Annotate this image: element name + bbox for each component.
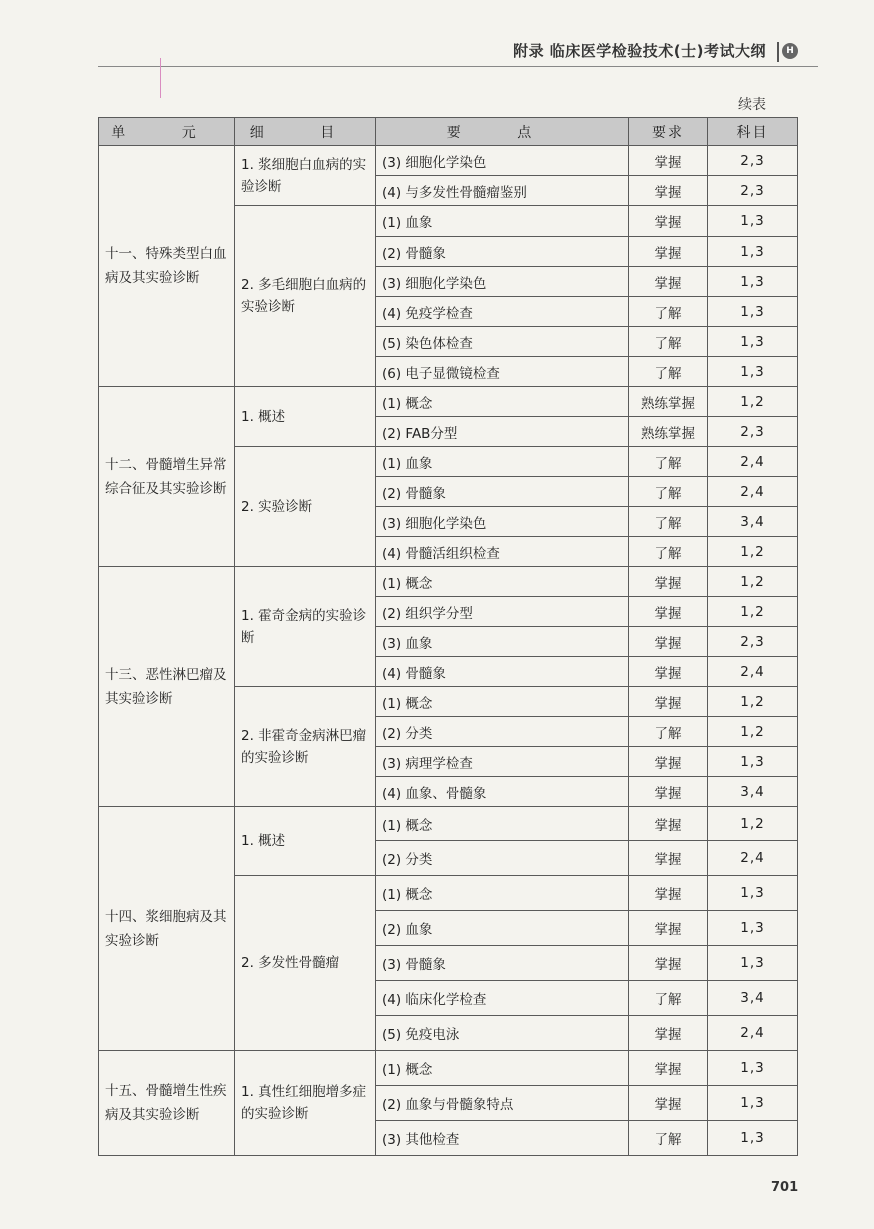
requirement-cell: 掌握 xyxy=(629,206,708,237)
point-cell: (3) 细胞化学染色 xyxy=(376,507,629,537)
subject-cell: 1,2 xyxy=(708,687,798,717)
subject-cell: 1,3 xyxy=(708,1086,798,1121)
point-cell: (1) 概念 xyxy=(376,807,629,841)
subject-cell: 1,2 xyxy=(708,717,798,747)
subject-cell: 1,3 xyxy=(708,327,798,357)
requirement-cell: 掌握 xyxy=(629,876,708,911)
subject-cell: 3,4 xyxy=(708,507,798,537)
requirement-cell: 了解 xyxy=(629,297,708,327)
requirement-cell: 掌握 xyxy=(629,841,708,876)
point-cell: (2) 血象 xyxy=(376,911,629,946)
requirement-cell: 掌握 xyxy=(629,807,708,841)
point-cell: (1) 概念 xyxy=(376,567,629,597)
requirement-cell: 掌握 xyxy=(629,1051,708,1086)
point-cell: (3) 血象 xyxy=(376,627,629,657)
point-cell: (3) 细胞化学染色 xyxy=(376,267,629,297)
point-cell: (2) 分类 xyxy=(376,717,629,747)
point-cell: (1) 血象 xyxy=(376,206,629,237)
syllabus-table xyxy=(98,117,798,1156)
header-separator xyxy=(777,42,779,62)
subject-cell: 1,3 xyxy=(708,1051,798,1086)
subitem-cell: 1. 浆细胞白血病的实验诊断 xyxy=(235,146,376,206)
continued-label: 续表 xyxy=(738,97,766,113)
subject-cell: 1,3 xyxy=(708,946,798,981)
point-cell: (4) 与多发性骨髓瘤鉴别 xyxy=(376,176,629,206)
point-cell: (6) 电子显微镜检查 xyxy=(376,357,629,387)
point-cell: (4) 骨髓活组织检查 xyxy=(376,537,629,567)
running-header: 附录 临床医学检验技术(士)考试大纲 xyxy=(513,42,766,60)
subitem-cell: 2. 非霍奇金病淋巴瘤的实验诊断 xyxy=(235,687,376,807)
requirement-cell: 掌握 xyxy=(629,687,708,717)
subitem-cell: 1. 霍奇金病的实验诊断 xyxy=(235,567,376,687)
point-cell: (3) 病理学检查 xyxy=(376,747,629,777)
requirement-cell: 掌握 xyxy=(629,747,708,777)
requirement-cell: 了解 xyxy=(629,477,708,507)
subject-cell: 2,4 xyxy=(708,657,798,687)
subject-cell: 3,4 xyxy=(708,981,798,1016)
unit-cell: 十五、骨髓增生性疾病及其实验诊断 xyxy=(99,1051,235,1156)
point-cell: (3) 其他检查 xyxy=(376,1121,629,1156)
requirement-cell: 了解 xyxy=(629,357,708,387)
column-header-point: 要 点 xyxy=(376,118,629,146)
point-cell: (4) 临床化学检查 xyxy=(376,981,629,1016)
requirement-cell: 掌握 xyxy=(629,267,708,297)
chapter-badge-icon: H xyxy=(782,43,798,59)
requirement-cell: 掌握 xyxy=(629,777,708,807)
point-cell: (2) 骨髓象 xyxy=(376,477,629,507)
pen-mark xyxy=(160,58,161,98)
point-cell: (1) 血象 xyxy=(376,447,629,477)
subitem-cell: 1. 概述 xyxy=(235,807,376,876)
subject-cell: 1,3 xyxy=(708,357,798,387)
requirement-cell: 了解 xyxy=(629,1121,708,1156)
subject-cell: 1,2 xyxy=(708,807,798,841)
subitem-cell: 2. 实验诊断 xyxy=(235,447,376,567)
column-header-subject: 科目 xyxy=(708,118,798,146)
point-cell: (1) 概念 xyxy=(376,687,629,717)
requirement-cell: 了解 xyxy=(629,537,708,567)
point-cell: (4) 血象、骨髓象 xyxy=(376,777,629,807)
subject-cell: 1,3 xyxy=(708,876,798,911)
subject-cell: 2,4 xyxy=(708,447,798,477)
point-cell: (2) FAB分型 xyxy=(376,417,629,447)
column-header-unit: 单 元 xyxy=(99,118,235,146)
point-cell: (2) 骨髓象 xyxy=(376,237,629,267)
table-header-row xyxy=(99,118,798,146)
subitem-cell: 2. 多毛细胞白血病的实验诊断 xyxy=(235,206,376,387)
subject-cell: 3,4 xyxy=(708,777,798,807)
point-cell: (2) 血象与骨髓象特点 xyxy=(376,1086,629,1121)
table-row xyxy=(99,567,798,597)
point-cell: (5) 染色体检查 xyxy=(376,327,629,357)
unit-cell: 十二、骨髓增生异常综合征及其实验诊断 xyxy=(99,387,235,567)
requirement-cell: 熟练掌握 xyxy=(629,417,708,447)
subject-cell: 1,2 xyxy=(708,387,798,417)
subject-cell: 2,4 xyxy=(708,841,798,876)
requirement-cell: 掌握 xyxy=(629,627,708,657)
subject-cell: 1,3 xyxy=(708,911,798,946)
requirement-cell: 了解 xyxy=(629,981,708,1016)
point-cell: (1) 概念 xyxy=(376,876,629,911)
unit-cell: 十四、浆细胞病及其实验诊断 xyxy=(99,807,235,1051)
unit-cell: 十三、恶性淋巴瘤及其实验诊断 xyxy=(99,567,235,807)
requirement-cell: 了解 xyxy=(629,327,708,357)
requirement-cell: 了解 xyxy=(629,447,708,477)
requirement-cell: 了解 xyxy=(629,507,708,537)
header-rule xyxy=(98,66,818,67)
subject-cell: 2,4 xyxy=(708,1016,798,1051)
column-header-subitem: 细 目 xyxy=(235,118,376,146)
table-body xyxy=(99,146,798,1156)
requirement-cell: 了解 xyxy=(629,717,708,747)
subject-cell: 1,3 xyxy=(708,237,798,267)
subject-cell: 2,3 xyxy=(708,146,798,176)
point-cell: (1) 概念 xyxy=(376,1051,629,1086)
subject-cell: 1,2 xyxy=(708,597,798,627)
point-cell: (2) 组织学分型 xyxy=(376,597,629,627)
requirement-cell: 掌握 xyxy=(629,237,708,267)
column-header-requirement: 要求 xyxy=(629,118,708,146)
table-row xyxy=(99,1051,798,1086)
subitem-cell: 1. 真性红细胞增多症的实验诊断 xyxy=(235,1051,376,1156)
page-number: 701 xyxy=(771,1180,799,1195)
subject-cell: 2,3 xyxy=(708,176,798,206)
unit-cell: 十一、特殊类型白血病及其实验诊断 xyxy=(99,146,235,387)
requirement-cell: 掌握 xyxy=(629,1086,708,1121)
requirement-cell: 掌握 xyxy=(629,176,708,206)
point-cell: (5) 免疫电泳 xyxy=(376,1016,629,1051)
subject-cell: 1,2 xyxy=(708,567,798,597)
subitem-cell: 1. 概述 xyxy=(235,387,376,447)
table-row xyxy=(99,146,798,176)
subject-cell: 1,3 xyxy=(708,747,798,777)
table-row xyxy=(99,387,798,417)
subitem-cell: 2. 多发性骨髓瘤 xyxy=(235,876,376,1051)
requirement-cell: 熟练掌握 xyxy=(629,387,708,417)
subject-cell: 2,4 xyxy=(708,477,798,507)
requirement-cell: 掌握 xyxy=(629,597,708,627)
subject-cell: 1,3 xyxy=(708,206,798,237)
subject-cell: 2,3 xyxy=(708,627,798,657)
point-cell: (3) 骨髓象 xyxy=(376,946,629,981)
subject-cell: 1,3 xyxy=(708,297,798,327)
subject-cell: 2,3 xyxy=(708,417,798,447)
point-cell: (4) 骨髓象 xyxy=(376,657,629,687)
requirement-cell: 掌握 xyxy=(629,946,708,981)
requirement-cell: 掌握 xyxy=(629,657,708,687)
requirement-cell: 掌握 xyxy=(629,146,708,176)
point-cell: (1) 概念 xyxy=(376,387,629,417)
table-row xyxy=(99,807,798,841)
subject-cell: 1,3 xyxy=(708,267,798,297)
requirement-cell: 掌握 xyxy=(629,567,708,597)
point-cell: (2) 分类 xyxy=(376,841,629,876)
subject-cell: 1,2 xyxy=(708,537,798,567)
requirement-cell: 掌握 xyxy=(629,911,708,946)
subject-cell: 1,3 xyxy=(708,1121,798,1156)
point-cell: (4) 免疫学检查 xyxy=(376,297,629,327)
requirement-cell: 掌握 xyxy=(629,1016,708,1051)
point-cell: (3) 细胞化学染色 xyxy=(376,146,629,176)
